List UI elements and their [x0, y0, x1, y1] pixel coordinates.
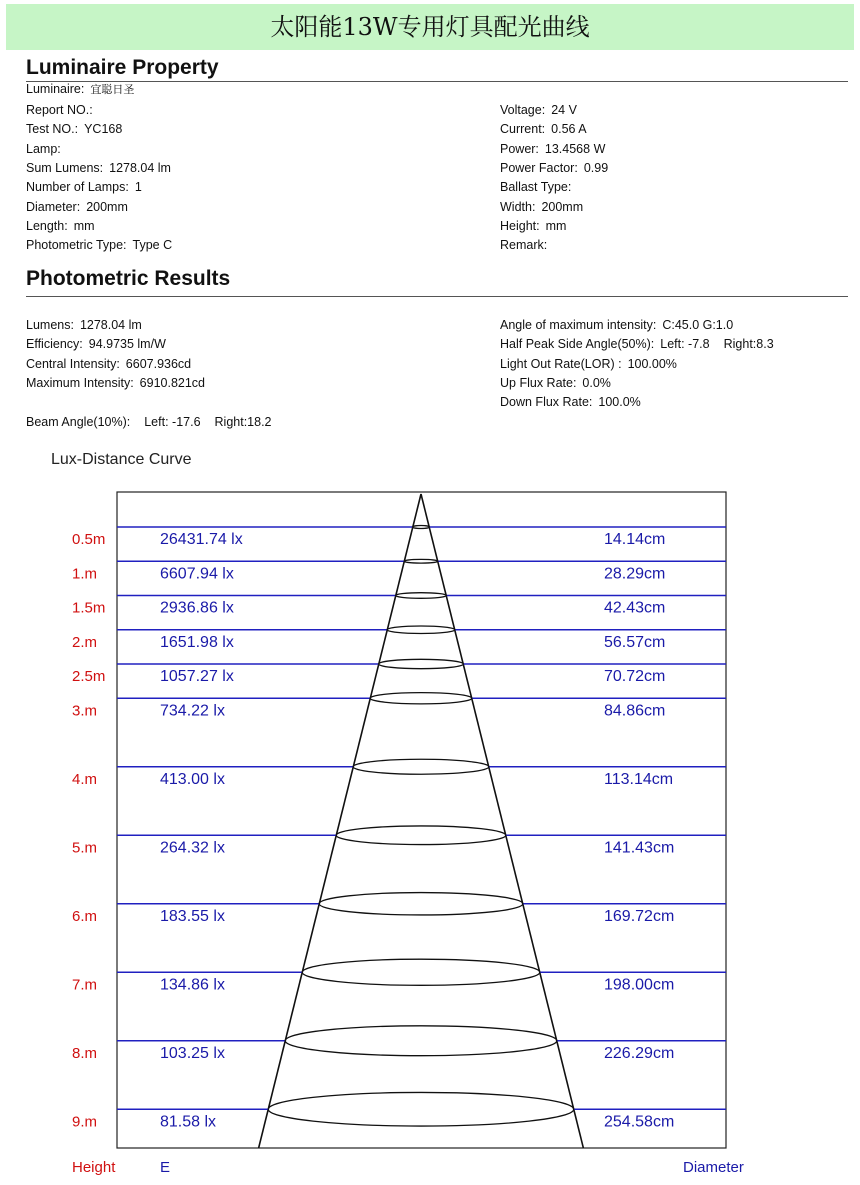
field-value: Left: -7.8: [660, 337, 710, 352]
field-value: 0.56 A: [551, 122, 587, 137]
height-label: 1.m: [72, 565, 98, 583]
field-value: C:45.0 G:1.0: [662, 318, 734, 332]
field-value: 13.4568 W: [544, 141, 606, 156]
field-label: Number of Lamps:: [26, 180, 129, 195]
height-column-header: Height: [72, 1159, 116, 1176]
field-label: Lumens:: [26, 318, 74, 332]
diameter-label: 70.72cm: [604, 668, 666, 685]
field-value: 100.00%: [627, 356, 677, 371]
field-value: Type C: [132, 238, 173, 253]
field-value: 0.99: [583, 160, 609, 175]
illuminance-column-header: E: [160, 1159, 171, 1176]
field-value: 宜聪日圣: [90, 83, 135, 96]
beam-cross-section: [396, 593, 447, 599]
field-label: Angle of maximum intensity:: [500, 318, 657, 332]
beam-cross-section: [413, 526, 430, 529]
field-value: 1278.04 lm: [79, 318, 142, 332]
field-label: Diameter:: [26, 199, 81, 214]
illuminance-label: 81.58 lx: [160, 1113, 217, 1131]
diameter-label: 254.58cm: [604, 1113, 675, 1131]
field-value: 200mm: [541, 199, 584, 214]
height-label: 2.5m: [72, 668, 106, 685]
field-value-2: Right:18.2: [214, 415, 272, 429]
field-label: Lamp:: [26, 141, 61, 156]
field-value: 100.0%: [598, 395, 641, 410]
field-label: Voltage:: [500, 103, 546, 117]
beam-cross-section: [404, 559, 438, 563]
field-value: 6607.936cd: [125, 356, 192, 371]
field-value: mm: [545, 218, 567, 233]
field-value: 1278.04 lm: [109, 160, 171, 175]
beam-cross-section: [302, 959, 540, 985]
diameter-label: 169.72cm: [604, 907, 675, 925]
field-label: Height:: [500, 218, 540, 233]
field-label: Report NO.:: [26, 103, 93, 117]
beam-cross-section: [370, 693, 472, 704]
height-label: 9.m: [72, 1113, 98, 1131]
diameter-label: 226.29cm: [604, 1044, 675, 1062]
illuminance-label: 2936.86 lx: [160, 599, 234, 617]
diameter-label: 42.43cm: [604, 599, 666, 617]
diameter-column-header: Diameter: [683, 1159, 744, 1176]
illuminance-label: 1057.27 lx: [160, 668, 234, 685]
field-label: Width:: [500, 199, 536, 214]
field-label: Test NO.:: [26, 122, 79, 137]
diameter-label: 14.14cm: [604, 531, 666, 548]
beam-cross-section: [353, 759, 489, 774]
illuminance-label: 1651.98 lx: [160, 633, 234, 651]
illuminance-label: 734.22 lx: [160, 702, 225, 720]
illuminance-label: 264.32 lx: [160, 839, 225, 857]
illuminance-label: 183.55 lx: [160, 907, 225, 925]
field-label: Sum Lumens:: [26, 160, 104, 175]
field-value: 1: [134, 180, 142, 195]
height-label: 4.m: [72, 770, 98, 788]
illuminance-label: 413.00 lx: [160, 770, 225, 788]
height-label: 3.m: [72, 702, 98, 720]
beam-cross-section: [285, 1026, 557, 1056]
field-value: YC168: [84, 122, 123, 137]
height-label: 0.5m: [72, 531, 106, 548]
diameter-label: 141.43cm: [604, 839, 675, 857]
field-value: 200mm: [86, 199, 128, 214]
field-label: Remark:: [500, 238, 548, 253]
field-value-2: Right:8.3: [723, 337, 774, 352]
field-label: Current:: [500, 122, 546, 137]
illuminance-label: 134.86 lx: [160, 976, 225, 994]
diameter-label: 198.00cm: [604, 976, 675, 994]
beam-cross-section: [387, 626, 455, 633]
illuminance-label: 6607.94 lx: [160, 565, 234, 583]
field-label: Central Intensity:: [26, 356, 120, 371]
chart-title: Lux-Distance Curve: [51, 451, 192, 468]
height-label: 7.m: [72, 976, 98, 994]
height-label: 1.5m: [72, 599, 106, 617]
beam-cross-section: [336, 826, 506, 845]
field-label: Down Flux Rate:: [500, 395, 593, 410]
document-banner: 太阳能13W专用灯具配光曲线: [6, 4, 854, 50]
luminaire-property-title: Luminaire Property: [26, 56, 219, 79]
field-label: Half Peak Side Angle(50%):: [500, 337, 655, 352]
beam-cross-section: [379, 659, 464, 668]
field-label: Maximum Intensity:: [26, 375, 134, 390]
field-value: 24 V: [551, 103, 577, 117]
field-value: mm: [73, 218, 95, 233]
field-value: 0.0%: [582, 375, 611, 390]
diameter-label: 56.57cm: [604, 633, 666, 651]
field-label: Ballast Type:: [500, 180, 572, 195]
field-label: Power Factor:: [500, 160, 578, 175]
height-label: 5.m: [72, 839, 98, 857]
diameter-label: 28.29cm: [604, 565, 666, 583]
cone-left-edge: [259, 494, 421, 1148]
beam-cross-section: [319, 893, 523, 915]
field-label: Beam Angle(10%):: [26, 415, 131, 429]
beam-cross-section: [268, 1092, 573, 1126]
field-label: Efficiency:: [26, 337, 83, 352]
field-label: Light Out Rate(LOR) :: [500, 356, 622, 371]
field-value: 94.9735 lm/W: [88, 337, 166, 352]
height-label: 6.m: [72, 907, 98, 925]
height-label: 8.m: [72, 1044, 98, 1062]
field-label: Photometric Type:: [26, 238, 127, 253]
diameter-label: 113.14cm: [604, 770, 674, 788]
field-label: Up Flux Rate:: [500, 375, 577, 390]
illuminance-label: 26431.74 lx: [160, 531, 243, 548]
field-label: Length:: [26, 218, 68, 233]
field-label: Luminaire:: [26, 82, 85, 96]
illuminance-label: 103.25 lx: [160, 1044, 225, 1062]
height-label: 2.m: [72, 633, 98, 651]
field-label: Power:: [500, 141, 539, 156]
cone-right-edge: [421, 494, 583, 1148]
field-value: Left: -17.6: [144, 415, 201, 429]
diameter-label: 84.86cm: [604, 702, 666, 720]
photometric-results-title: Photometric Results: [26, 267, 231, 290]
field-value: 6910.821cd: [139, 375, 206, 390]
